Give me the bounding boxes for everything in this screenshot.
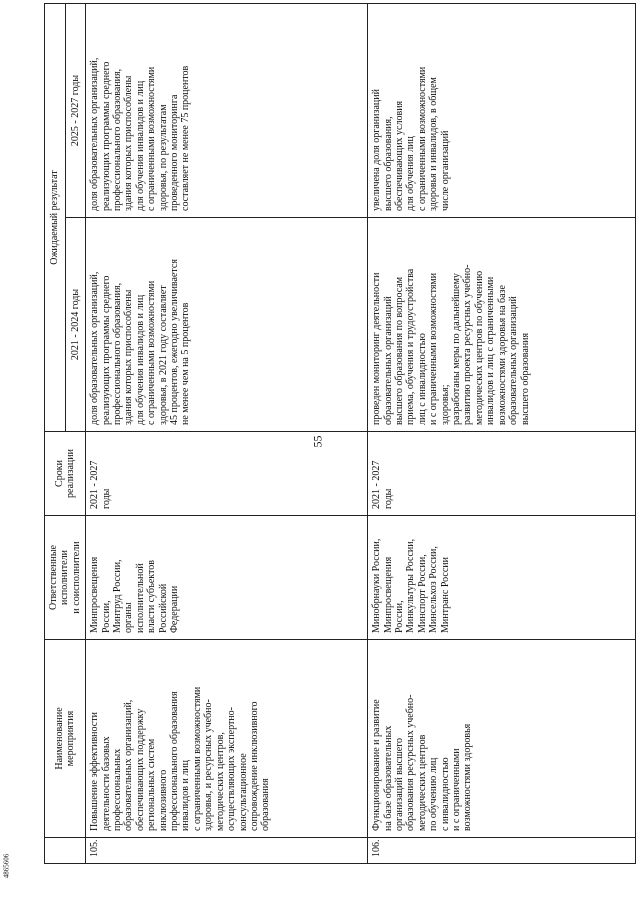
result-2025-2027: увеличена доля организаций высшего образования, обеспечивающих условия для обучения лиц с ограниченными возможностями здоровья и инвалидов, в общем числе организаций <box>368 3 636 217</box>
row-number: 105. <box>86 838 368 864</box>
implementation-terms: 2021 - 2027 годы <box>368 432 636 516</box>
responsible-executors: Минобрнауки России, Минпросвещения России, Минкультуры России, Минспорт России, Минсельхоз России, Минтранс России <box>368 516 636 640</box>
implementation-terms: 2021 - 2027 годы <box>86 432 368 516</box>
header-period-2025-2027: 2025 - 2027 годы <box>65 3 86 217</box>
measure-name: Функционирование и развитие на базе образовательных организаций высшего образования ресурсных учебно- методических центров по обучению лиц с инвалидностью и с ограниченными возможностями здоровья <box>368 640 636 838</box>
result-2021-2024: доля образовательных организаций, реализующих программы среднего профессионального образования, здания которых приспособлены для обучения инвалидов и лиц с ограниченными возможностями здоровья, в 2021 году составляет 45 процентов, ежегодно увеличивается не менее чем на 5 процентов <box>86 218 368 432</box>
header-expected-result: Ожидаемый результат <box>45 3 66 431</box>
header-name: Наименование мероприятия <box>45 640 86 838</box>
responsible-executors: Минпросвещения России, Минтруд России, органы исполнительной власти субъектов Российской Федерации <box>86 516 368 640</box>
result-2021-2024: проведен мониторинг деятельности образовательных организаций высшего образования по вопросам приема, обучения и трудоустройства лиц с инвалидностью и с ограниченными возможностями здоровья; разработаны меры по дальнейшему развитию проекта ресурсных учебно- методических центров по обучению инвалидов и лиц с ограниченными возможностями здоровья на базе образовательных организаций высшего образования <box>368 218 636 432</box>
row-number: 106. <box>368 838 636 864</box>
header-row-top <box>45 3 66 863</box>
table-row <box>86 3 368 863</box>
result-2025-2027: доля образовательных организаций, реализующих программы среднего профессионального образования, здания которых приспособлены для обучения инвалидов и лиц с ограниченными возможностями здоровья, по результатам проведенного мониторинга составляет не менее 75 процентов <box>86 3 368 217</box>
header-terms: Сроки реализации <box>45 432 86 516</box>
measures-table <box>44 3 636 864</box>
document-id: 4865606 <box>2 853 11 879</box>
measures-table-wrapper <box>44 4 632 864</box>
header-num <box>45 838 86 864</box>
page-number: 55 <box>310 435 325 448</box>
measure-name: Повышение эффективности деятельности базовых профессиональных образовательных организаций, обеспечивающих поддержку региональных систем инклюзивного профессионального образования инвалидов и лиц с ограниченными возможностями здоровья, и ресурсных учебно- методических центров, осуществляющих экспертно- консультационное сопровождение инклюзивного образования <box>86 640 368 838</box>
table-row <box>368 3 636 863</box>
header-period-2021-2024: 2021 - 2024 годы <box>65 218 86 432</box>
header-responsible: Ответственные исполнители и соисполнители <box>45 516 86 640</box>
